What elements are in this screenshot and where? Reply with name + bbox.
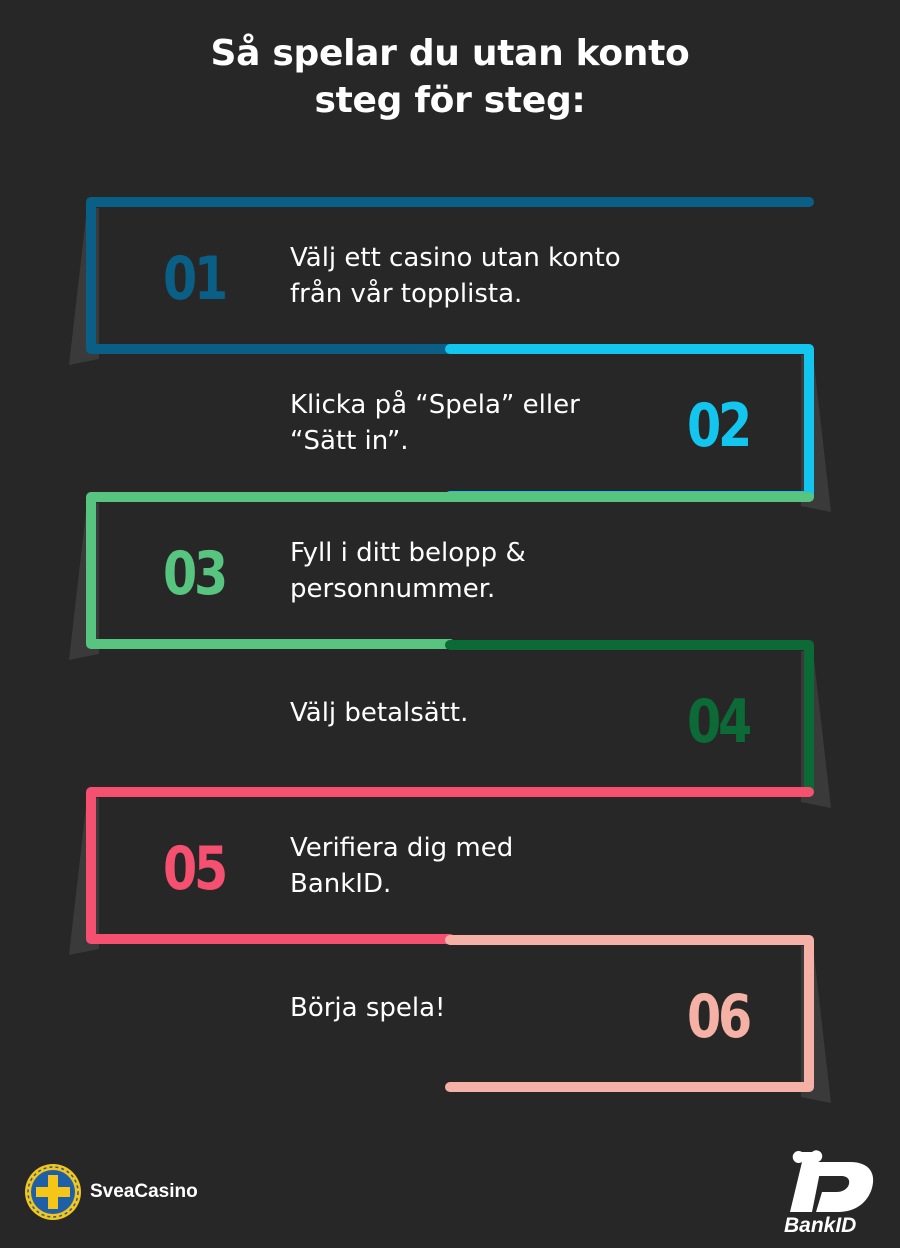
step-text: Välj ett casino utan konto från vår topplista. xyxy=(290,243,621,309)
sveacasino-badge-icon xyxy=(24,1163,82,1221)
title-line-2: steg för steg: xyxy=(314,80,586,121)
step-text: Verifiera dig med BankID. xyxy=(290,833,514,899)
step-number: 06 xyxy=(687,982,749,1052)
step-number: 02 xyxy=(687,391,749,461)
step-text: Klicka på “Spela” eller “Sätt in”. xyxy=(290,390,580,456)
sveacasino-logo xyxy=(24,1163,198,1221)
step-number: 04 xyxy=(687,687,749,757)
step-text: Fyll i ditt belopp & personnummer. xyxy=(290,538,526,604)
brand-name: SveaCasino xyxy=(90,1181,198,1202)
bankid-logo xyxy=(782,1148,882,1240)
step-number: 01 xyxy=(163,244,225,314)
step-text: Börja spela! xyxy=(290,993,446,1023)
title-line-1: Så spelar du utan konto xyxy=(210,33,690,74)
step-text: Välj betalsätt. xyxy=(290,698,469,728)
bankid-label: BankID xyxy=(784,1214,857,1237)
bankid-icon xyxy=(782,1148,882,1218)
step-number: 05 xyxy=(163,834,225,904)
step-number: 03 xyxy=(163,539,225,609)
